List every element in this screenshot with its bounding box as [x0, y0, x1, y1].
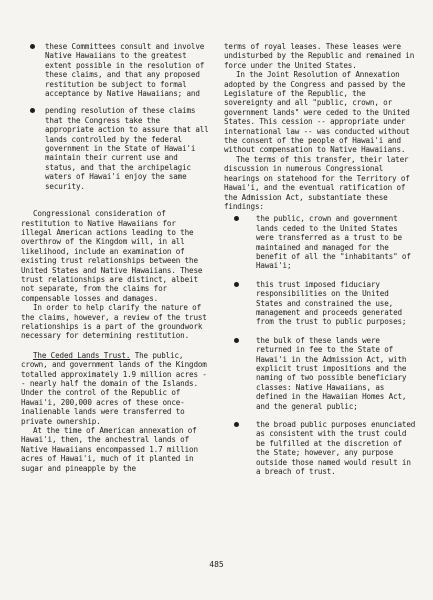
paragraph-ceded-lands [21, 351, 211, 426]
right-column [224, 42, 416, 485]
bullet-icon [234, 282, 239, 287]
page-number: 485 [209, 560, 224, 569]
section-heading-ceded-lands-trust: The Ceded Lands Trust. [33, 350, 131, 360]
bullet-icon [30, 108, 35, 113]
list-item [224, 214, 416, 270]
paragraph-royal-leases: terms of royal leases. These leases were undisturbed by the Republic and remained in force under the United States. [224, 42, 415, 70]
bullet-text: the broad public purposes enunciated as consistent with the trust could be fulfilled at the discretion of the State; however, any purpose outside those named would result in a breach of trust. [256, 420, 416, 477]
bullet-icon [234, 216, 239, 221]
bullet-text: pending resolution of these claims that the Congress take the appropriate action to assure that all lands controlled by the federal government in the State of Hawai'i maintain their current use and status, and that the archipelagic waters of Hawai'i enjoy the same security. [45, 106, 209, 191]
paragraph-terms-of-transfer: The terms of this transfer, their later discussion in numerous Congressional hearings on statehood for the Territory of Hawai'i, and the eventual ratification of the Admission Act, substantiate these findings: [224, 154, 410, 211]
bullet-text: the public, crown and government lands ceded to the United States were transferred as a trust to be maintained and managed for the benefit of all the "inhabitants" of Hawai'i; [256, 214, 411, 271]
list-item [224, 336, 416, 411]
bullet-text: these Committees consult and involve Native Hawaiians to the greatest extent possible in the resolution of these claims, and that any proposed restitution be subject to formal acceptance by Native Hawaiians; and [45, 42, 205, 99]
list-item [224, 420, 416, 476]
transfer-findings-list [224, 214, 416, 476]
bullet-text: this trust imposed fiduciary responsibilities on the United States and constrained the use, management and proceeds generated from the trust to public purposes; [256, 279, 407, 327]
paragraph-annexation-acres: At the time of American annexation of Hawai'i, then, the anchestral lands of Native Hawaiians encompassed 1.7 million acres of Hawai'i, much of it planted in sugar and pineapple by the [21, 426, 198, 473]
left-column [21, 42, 211, 473]
paragraph-ceded-lands-text: The public, crown, and government lands of the Kingdom totalled approximately 1.9 million acres -- nearly half the domain of the Islands. Under the control of the Republic of Hawai'i, 200,000 acres of these once-inalienable lands were transferred to private ownership. [21, 350, 207, 426]
list-item [21, 42, 211, 98]
paragraph-joint-resolution: In the Joint Resolution of Annexation adopted by the Congress and passed by the Legislature of the Republic, the sovereignty and all "public, crown, or government lands" were ceded to the United States. This cession -- appropriate under international law -- was conducted without the consent of the people of Hawai'i and without compensation to Native Hawaiians. [224, 70, 410, 155]
findings-bullet-list [21, 42, 211, 191]
list-item [21, 106, 211, 191]
bullet-icon [234, 422, 239, 427]
paragraph-clarify-claims: In order to help clarify the nature of the claims, however, a review of the trust relationships is a part of the groundwork necessary for determining restitution. [21, 303, 207, 341]
bullet-icon [234, 338, 239, 343]
bullet-icon [30, 44, 35, 49]
bullet-text: the bulk of these lands were returned in fee to the State of Hawai'i in the Admission Act, with explicit trust impositions and the naming of two possible beneficiary classes: Native Hawaiians, as defined in the Hawaiian Homes Act, and the general public; [256, 335, 407, 411]
list-item [224, 280, 416, 327]
paragraph-congressional-consideration: Congressional consideration of restitution to Native Hawaiians for illegal American actions leading to the overthrow of the Kingdom will, in all likelihood, include an examination of existing trust relationships between the United States and Native Hawaiians. These trust relationships are distinct, albeit not separate, from the claims for compensable losses and damages. [21, 209, 203, 303]
